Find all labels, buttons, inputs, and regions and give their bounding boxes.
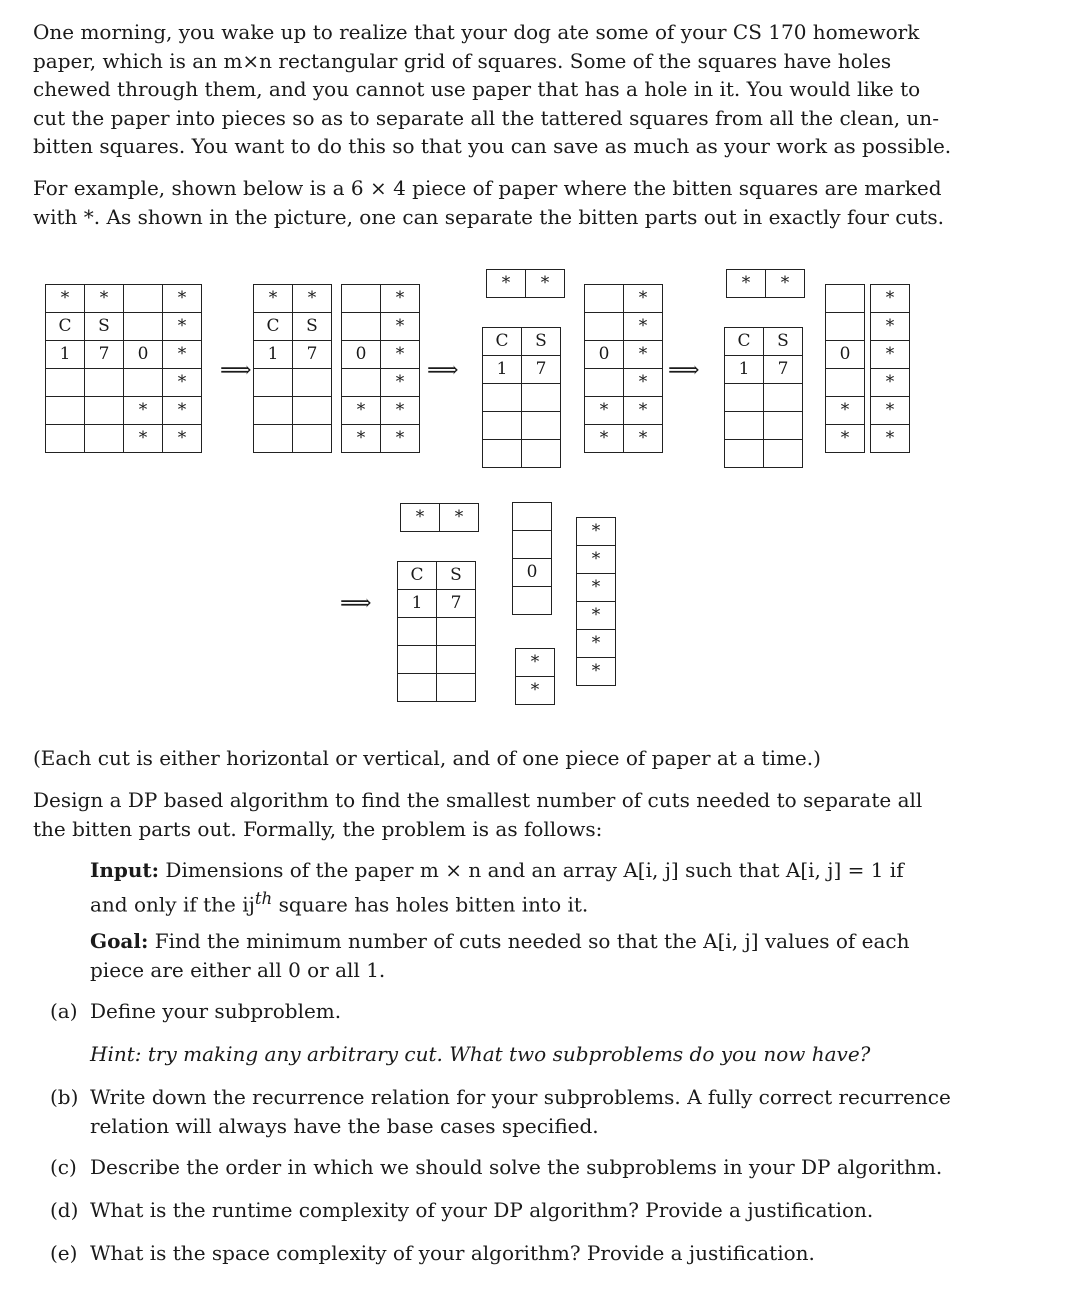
paper-grid-stage4-top (726, 269, 805, 298)
paper-grid-stage3-right (584, 284, 663, 453)
bitten-square: * (871, 313, 910, 341)
paper-square (764, 412, 803, 440)
paper-square (513, 503, 552, 531)
input-text: Dimensions of the paper m × n and an array A[i, j] such that A[i, j] = 1 if and only if the ij (90, 858, 904, 917)
paper-square (124, 285, 163, 313)
paper-square: C (46, 313, 85, 341)
bitten-square: * (124, 425, 163, 453)
bitten-square: * (163, 313, 202, 341)
question-e: (e) What is the space complexity of your algorithm? Provide a justification. (50, 1241, 815, 1265)
paper-square (513, 587, 552, 615)
paper-square (293, 397, 332, 425)
paper-square: C (483, 328, 522, 356)
paper-square: 0 (513, 559, 552, 587)
paper-grid-stage5-top (400, 503, 479, 532)
goal-label: Goal: (90, 929, 149, 953)
paper-square: 7 (764, 356, 803, 384)
paper-square (585, 285, 624, 313)
paper-square: S (85, 313, 124, 341)
paper-square (342, 313, 381, 341)
paper-square (585, 313, 624, 341)
paper-square (585, 369, 624, 397)
bitten-square: * (871, 285, 910, 313)
paper-grid-stage5-bitten-column (576, 517, 616, 686)
bitten-square: * (624, 313, 663, 341)
bitten-square: * (163, 341, 202, 369)
paper-square (398, 674, 437, 702)
paper-grid-stage4-middle (825, 284, 865, 453)
paper-grid-stage2-left (253, 284, 332, 453)
paper-square (254, 369, 293, 397)
bitten-square: * (381, 425, 420, 453)
bitten-square: * (526, 270, 565, 298)
paper-square: S (764, 328, 803, 356)
paper-grid-stage2-right (341, 284, 420, 453)
bitten-square: * (577, 658, 616, 686)
paper-grid-stage5-bitten-small (515, 648, 555, 705)
bitten-square: * (871, 425, 910, 453)
bitten-square: * (577, 630, 616, 658)
bitten-square: * (516, 649, 555, 677)
paper-square (764, 384, 803, 412)
paper-square (513, 531, 552, 559)
bitten-square: * (624, 285, 663, 313)
paper-square (437, 618, 476, 646)
bitten-square: * (826, 397, 865, 425)
cut-note: (Each cut is either horizontal or vertical, and of one piece of paper at a time.) (33, 746, 821, 770)
question-a: (a) Define your subproblem. (50, 999, 342, 1023)
paper-square (46, 369, 85, 397)
paper-grid-stage5-bottom (397, 561, 476, 702)
paper-square (826, 313, 865, 341)
paper-square (398, 618, 437, 646)
intro-paragraph-2: For example, shown below is a 6 × 4 piece of paper where the bitten squares are marked with *. As shown in the picture, one can separate the bitten parts out in exactly four cuts. (33, 176, 944, 229)
bitten-square: * (440, 504, 479, 532)
paper-square (483, 412, 522, 440)
paper-square (826, 285, 865, 313)
bitten-square: * (871, 397, 910, 425)
paper-square: 1 (725, 356, 764, 384)
paper-square: 1 (254, 341, 293, 369)
bitten-square: * (163, 425, 202, 453)
paper-square: C (254, 313, 293, 341)
paper-square (85, 425, 124, 453)
input-spec (90, 856, 940, 919)
paper-square: 7 (293, 341, 332, 369)
input-tail: square has holes bitten into it. (272, 892, 589, 917)
paper-square: S (522, 328, 561, 356)
paper-square: 1 (483, 356, 522, 384)
paper-square (398, 646, 437, 674)
paper-square (342, 369, 381, 397)
paper-square: 0 (826, 341, 865, 369)
paper-square (437, 646, 476, 674)
paper-square: 7 (437, 590, 476, 618)
bitten-square: * (342, 425, 381, 453)
bitten-square: * (624, 369, 663, 397)
paper-grid-stage4-right (870, 284, 910, 453)
bitten-square: * (381, 285, 420, 313)
paper-square (725, 412, 764, 440)
bitten-square: * (577, 602, 616, 630)
bitten-square: * (577, 546, 616, 574)
question-d: (d) What is the runtime complexity of your DP algorithm? Provide a justification. (50, 1198, 874, 1222)
paper-square: 1 (46, 341, 85, 369)
paper-square: C (398, 562, 437, 590)
paper-square (254, 397, 293, 425)
paper-square (85, 397, 124, 425)
paper-square: C (725, 328, 764, 356)
bitten-square: * (826, 425, 865, 453)
paper-grid-stage4-bottom (724, 327, 803, 468)
bitten-square: * (585, 397, 624, 425)
paper-square: S (293, 313, 332, 341)
goal-spec (90, 927, 940, 984)
bitten-square: * (871, 369, 910, 397)
paper-grid-stage5-clean (512, 502, 552, 615)
bitten-square: * (254, 285, 293, 313)
bitten-square: * (871, 341, 910, 369)
paper-square: 1 (398, 590, 437, 618)
bitten-square: * (381, 369, 420, 397)
design-paragraph: Design a DP based algorithm to find the smallest number of cuts needed to separate all the bitten parts out. Formally, the problem is as follows: (33, 788, 923, 841)
paper-square: 7 (85, 341, 124, 369)
paper-square (483, 440, 522, 468)
paper-square (124, 369, 163, 397)
bitten-square: * (577, 518, 616, 546)
hint: Hint: try making any arbitrary cut. What two subproblems do you now have? (90, 1042, 871, 1066)
paper-square: 7 (522, 356, 561, 384)
paper-square: 0 (124, 341, 163, 369)
paper-grid-original (45, 284, 202, 453)
bitten-square: * (163, 285, 202, 313)
intro-paragraph-1: One morning, you wake up to realize that your dog ate some of your CS 170 homework paper, which is an m×n rectangular grid of squares. Some of the squares have holes chewed through them, and you cannot use paper that has a hole in it. You would like to cut the paper into pieces so as to separate all the tattered squares from all the clean, un-bitten squares. You want to do this so that you can save as much as your work as possible. (33, 20, 952, 159)
paper-square (85, 369, 124, 397)
bitten-square: * (585, 425, 624, 453)
bitten-square: * (577, 574, 616, 602)
arrow-3: ⟹ (668, 358, 700, 383)
paper-square (522, 412, 561, 440)
bitten-square: * (293, 285, 332, 313)
paper-square (46, 397, 85, 425)
bitten-square: * (381, 313, 420, 341)
input-superscript: th (254, 888, 273, 908)
bitten-square: * (624, 397, 663, 425)
bitten-square: * (487, 270, 526, 298)
bitten-square: * (124, 397, 163, 425)
paper-square (293, 369, 332, 397)
paper-square (522, 384, 561, 412)
paper-square (437, 674, 476, 702)
bitten-square: * (381, 397, 420, 425)
bitten-square: * (624, 425, 663, 453)
paper-square (46, 425, 85, 453)
bitten-square: * (46, 285, 85, 313)
arrow-1: ⟹ (220, 358, 252, 383)
bitten-square: * (516, 677, 555, 705)
paper-square: S (437, 562, 476, 590)
bitten-square: * (381, 341, 420, 369)
paper-square (124, 313, 163, 341)
bitten-square: * (624, 341, 663, 369)
paper-square: 0 (342, 341, 381, 369)
bitten-square: * (727, 270, 766, 298)
paper-square (342, 285, 381, 313)
bitten-square: * (85, 285, 124, 313)
paper-square (725, 440, 764, 468)
goal-text: Find the minimum number of cuts needed so that the A[i, j] values of each piece are either all 0 or all 1. (90, 929, 910, 982)
paper-square (826, 369, 865, 397)
paper-square (293, 425, 332, 453)
paper-square (764, 440, 803, 468)
bitten-square: * (342, 397, 381, 425)
paper-square (254, 425, 293, 453)
arrow-2: ⟹ (427, 358, 459, 383)
paper-square (483, 384, 522, 412)
question-b: (b) Write down the recurrence relation for your subproblems. A fully correct recurrence relation will always have the base cases specified. (50, 1085, 951, 1138)
paper-square: 0 (585, 341, 624, 369)
paper-grid-stage3-top (486, 269, 565, 298)
question-c: (c) Describe the order in which we should solve the subproblems in your DP algorithm. (50, 1155, 943, 1179)
bitten-square: * (163, 397, 202, 425)
arrow-4: ⟹ (340, 591, 372, 616)
input-label: Input: (90, 858, 160, 882)
bitten-square: * (766, 270, 805, 298)
bitten-square: * (401, 504, 440, 532)
paper-square (522, 440, 561, 468)
paper-grid-stage3-bottom (482, 327, 561, 468)
paper-square (725, 384, 764, 412)
bitten-square: * (163, 369, 202, 397)
